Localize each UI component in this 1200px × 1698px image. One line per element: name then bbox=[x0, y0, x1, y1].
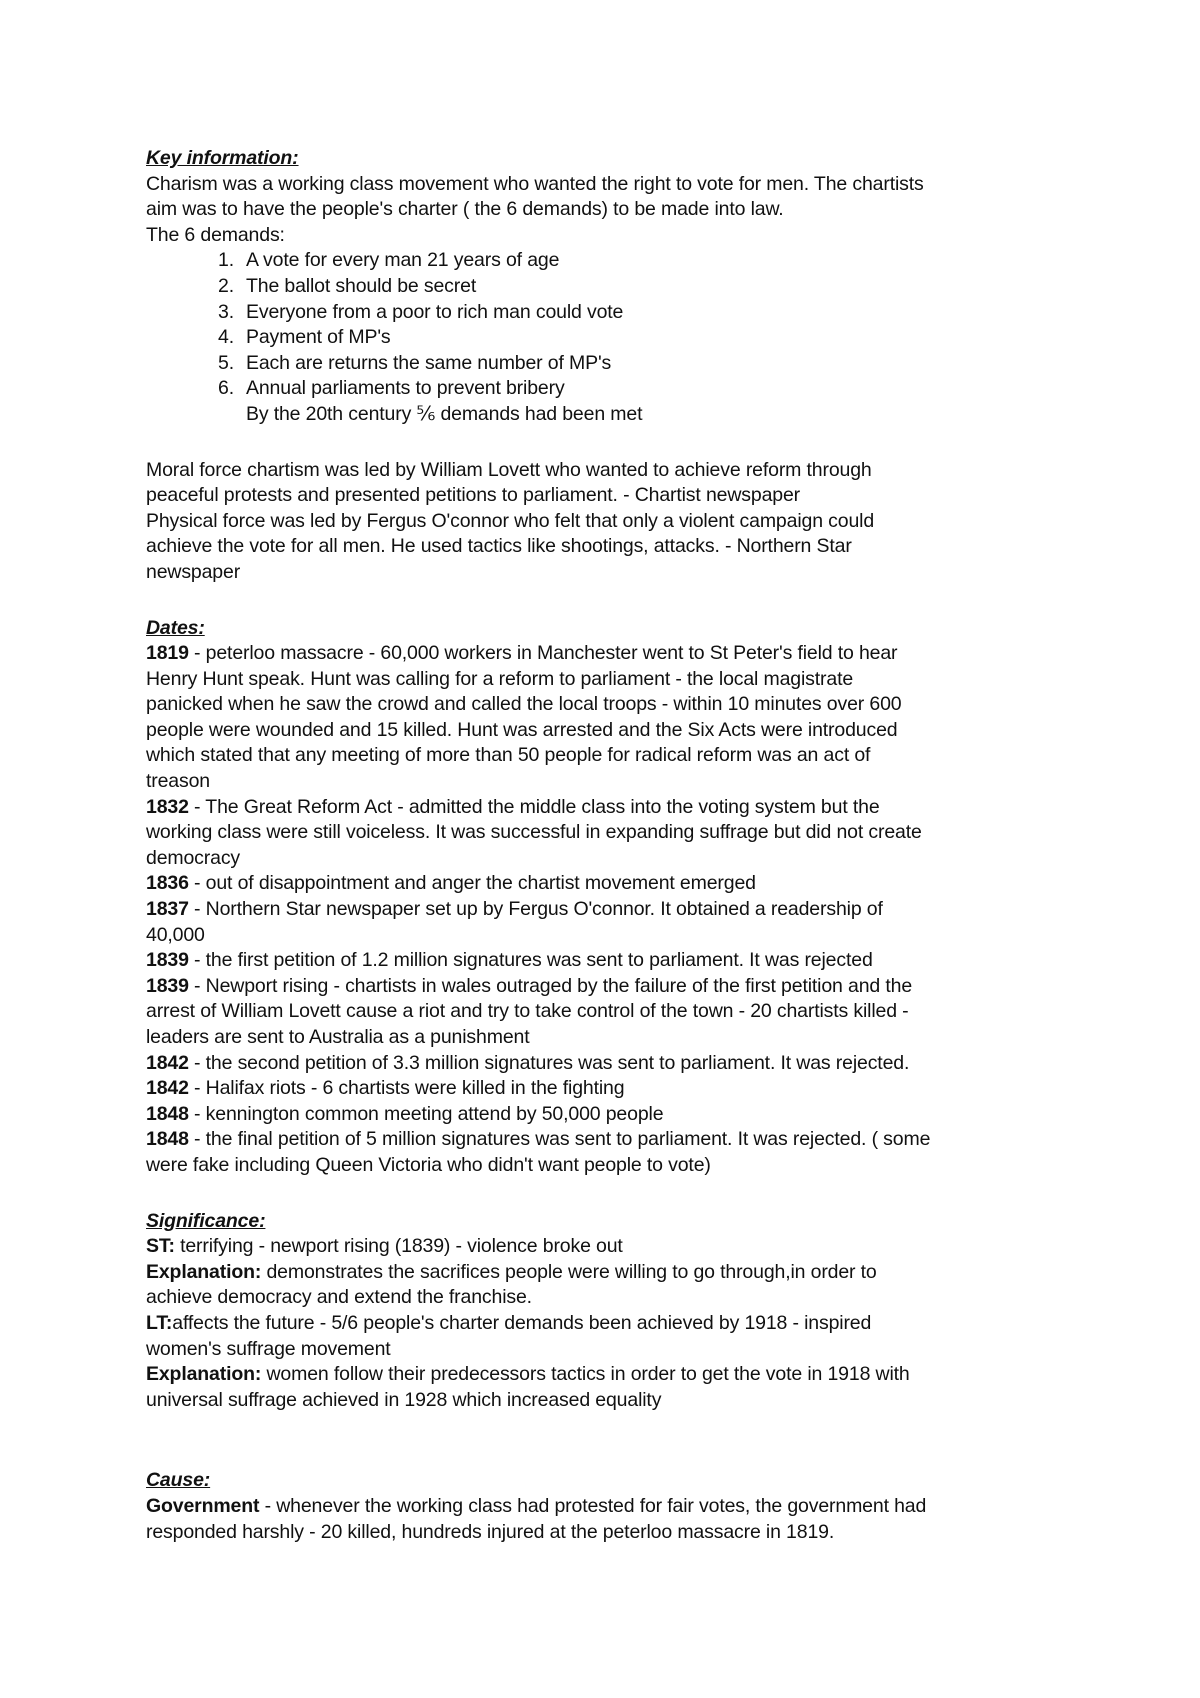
demand-text: Payment of MP's bbox=[246, 326, 391, 349]
demand-item bbox=[218, 325, 1076, 351]
date-entry-line: 1848 - the final petition of 5 million signatures was sent to parliament. It was rejected. ( some bbox=[146, 1128, 931, 1151]
dates-heading: Dates: bbox=[146, 616, 205, 639]
significance-entry bbox=[146, 1311, 1076, 1362]
demand-number: 1. bbox=[218, 249, 234, 272]
date-entry-line: 1832 - The Great Reform Act - admitted the middle class into the voting system but the bbox=[146, 795, 880, 818]
cause-entry-line: responded harshly - 20 killed, hundreds injured at the peterloo massacre in 1819. bbox=[146, 1520, 835, 1543]
demand-text: A vote for every man 21 years of age bbox=[246, 249, 560, 272]
cause-list bbox=[146, 1494, 1076, 1545]
significance-list bbox=[146, 1234, 1076, 1413]
date-entry-line: were fake including Queen Victoria who didn't want people to vote) bbox=[146, 1153, 711, 1176]
date-entry-label: 1842 bbox=[146, 1077, 189, 1100]
date-entry-label: 1837 bbox=[146, 898, 189, 921]
force-line: newspaper bbox=[146, 560, 241, 583]
significance-entry-line: universal suffrage achieved in 1928 which increased equality bbox=[146, 1388, 662, 1411]
date-entry bbox=[146, 948, 1076, 974]
date-entry-line: working class were still voiceless. It was successful in expanding suffrage but did not create bbox=[146, 821, 922, 844]
date-entry-label: 1842 bbox=[146, 1051, 189, 1074]
significance-heading: Significance: bbox=[146, 1209, 266, 1232]
significance-entry bbox=[146, 1234, 1076, 1260]
demand-text: Everyone from a poor to rich man could vote bbox=[246, 300, 624, 323]
date-entry-label: 1839 bbox=[146, 949, 189, 972]
force-line: peaceful protests and presented petitions to parliament. - Chartist newspaper bbox=[146, 484, 800, 507]
significance-entry-label: Explanation: bbox=[146, 1363, 262, 1386]
date-entry-line: 1842 - the second petition of 3.3 million signatures was sent to parliament. It was rejected. bbox=[146, 1051, 910, 1074]
significance-entry bbox=[146, 1362, 1076, 1413]
intro-line: Charism was a working class movement who wanted the right to vote for men. The chartists bbox=[146, 172, 924, 195]
date-entry-line: which stated that any meeting of more than 50 people for radical reform was an act of bbox=[146, 744, 871, 767]
demand-text: The ballot should be secret bbox=[246, 274, 477, 297]
date-entry-line: 1848 - kennington common meeting attend by 50,000 people bbox=[146, 1102, 664, 1125]
date-entry-line: 1837 - Northern Star newspaper set up by Fergus O'connor. It obtained a readership of bbox=[146, 898, 883, 921]
date-entry-label: 1832 bbox=[146, 795, 189, 818]
document-page bbox=[146, 146, 1076, 1545]
significance-entry-line: Explanation: women follow their predecessors tactics in order to get the vote in 1918 with bbox=[146, 1363, 910, 1386]
cause-entry-line: Government - whenever the working class had protested for fair votes, the government had bbox=[146, 1494, 927, 1517]
demand-number: 2. bbox=[218, 274, 234, 297]
date-entry-line: 1839 - the first petition of 1.2 million signatures was sent to parliament. It was rejected bbox=[146, 949, 873, 972]
date-entry bbox=[146, 897, 1076, 948]
date-entry-line: leaders are sent to Australia as a punishment bbox=[146, 1026, 530, 1048]
date-entry bbox=[146, 1051, 1076, 1077]
dates-list bbox=[146, 641, 1076, 1178]
intro-line: The 6 demands: bbox=[146, 223, 285, 246]
date-entry-line: 40,000 bbox=[146, 923, 205, 946]
significance-entry-label: Explanation: bbox=[146, 1260, 262, 1283]
demand-number: 6. bbox=[218, 377, 234, 400]
date-entry-label: 1819 bbox=[146, 642, 189, 665]
demand-item bbox=[218, 351, 1076, 377]
significance-entry-line: achieve democracy and extend the franchise. bbox=[146, 1286, 532, 1309]
date-entry-label: 1836 bbox=[146, 872, 189, 895]
date-entry-line: arrest of William Lovett cause a riot and try to take control of the town - 20 chartists killed - bbox=[146, 1000, 909, 1023]
significance-entry-line: ST: terrifying - newport rising (1839) - violence broke out bbox=[146, 1235, 623, 1258]
date-entry-line: Henry Hunt speak. Hunt was calling for a reform to parliament - the local magistrate bbox=[146, 667, 854, 690]
date-entry-line: 1819 - peterloo massacre - 60,000 workers in Manchester went to St Peter's field to hear bbox=[146, 642, 898, 665]
date-entry-line: 1836 - out of disappointment and anger the chartist movement emerged bbox=[146, 872, 756, 895]
demand-item bbox=[218, 300, 1076, 326]
significance-entry bbox=[146, 1260, 1076, 1311]
significance-entry-label: LT: bbox=[146, 1311, 173, 1334]
date-entry bbox=[146, 641, 1076, 795]
date-entry-line: 1839 - Newport rising - chartists in wales outraged by the failure of the first petition and the bbox=[146, 974, 913, 997]
demand-item bbox=[218, 248, 1076, 274]
significance-entry-line: Explanation: demonstrates the sacrifices people were willing to go through,in order to bbox=[146, 1260, 877, 1283]
cause-heading: Cause: bbox=[146, 1469, 211, 1492]
date-entry bbox=[146, 1127, 1076, 1178]
date-entry bbox=[146, 974, 1076, 1051]
date-entry-label: 1848 bbox=[146, 1128, 189, 1151]
demand-text: Annual parliaments to prevent bribery bbox=[246, 377, 565, 400]
date-entry-line: people were wounded and 15 killed. Hunt was arrested and the Six Acts were introduced bbox=[146, 718, 898, 741]
date-entry bbox=[146, 1076, 1076, 1102]
demand-item bbox=[218, 274, 1076, 300]
significance-entry-label: ST: bbox=[146, 1235, 175, 1258]
intro-line: aim was to have the people's charter ( the 6 demands) to be made into law. bbox=[146, 198, 784, 221]
demand-number: 3. bbox=[218, 300, 234, 323]
cause-entry-label: Government bbox=[146, 1494, 260, 1517]
date-entry bbox=[146, 795, 1076, 872]
significance-entry-line: LT:affects the future - 5/6 people's charter demands been achieved by 1918 - inspired bbox=[146, 1311, 872, 1334]
demand-number: 4. bbox=[218, 326, 234, 349]
demand-number: 5. bbox=[218, 351, 234, 374]
date-entry-label: 1839 bbox=[146, 974, 189, 997]
date-entry-line: 1842 - Halifax riots - 6 chartists were killed in the fighting bbox=[146, 1077, 625, 1100]
demand-text: Each are returns the same number of MP's bbox=[246, 351, 612, 374]
demands-note: By the 20th century ⅚ demands had been met bbox=[246, 402, 643, 425]
date-entry bbox=[146, 871, 1076, 897]
date-entry-line: treason bbox=[146, 770, 210, 793]
demand-item bbox=[218, 376, 1076, 402]
key-information-heading: Key information: bbox=[146, 147, 299, 169]
date-entry-line: panicked when he saw the crowd and called the local troops - within 10 minutes over 600 bbox=[146, 693, 902, 716]
force-line: Moral force chartism was led by William Lovett who wanted to achieve reform through bbox=[146, 458, 872, 481]
force-line: achieve the vote for all men. He used tactics like shootings, attacks. - Northern Star bbox=[146, 535, 852, 558]
cause-entry bbox=[146, 1494, 1076, 1545]
date-entry-line: democracy bbox=[146, 846, 241, 869]
significance-entry-line: women's suffrage movement bbox=[146, 1337, 391, 1360]
demands-list bbox=[146, 248, 1076, 402]
date-entry-label: 1848 bbox=[146, 1102, 189, 1125]
date-entry bbox=[146, 1102, 1076, 1128]
force-line: Physical force was led by Fergus O'connor who felt that only a violent campaign could bbox=[146, 509, 875, 532]
